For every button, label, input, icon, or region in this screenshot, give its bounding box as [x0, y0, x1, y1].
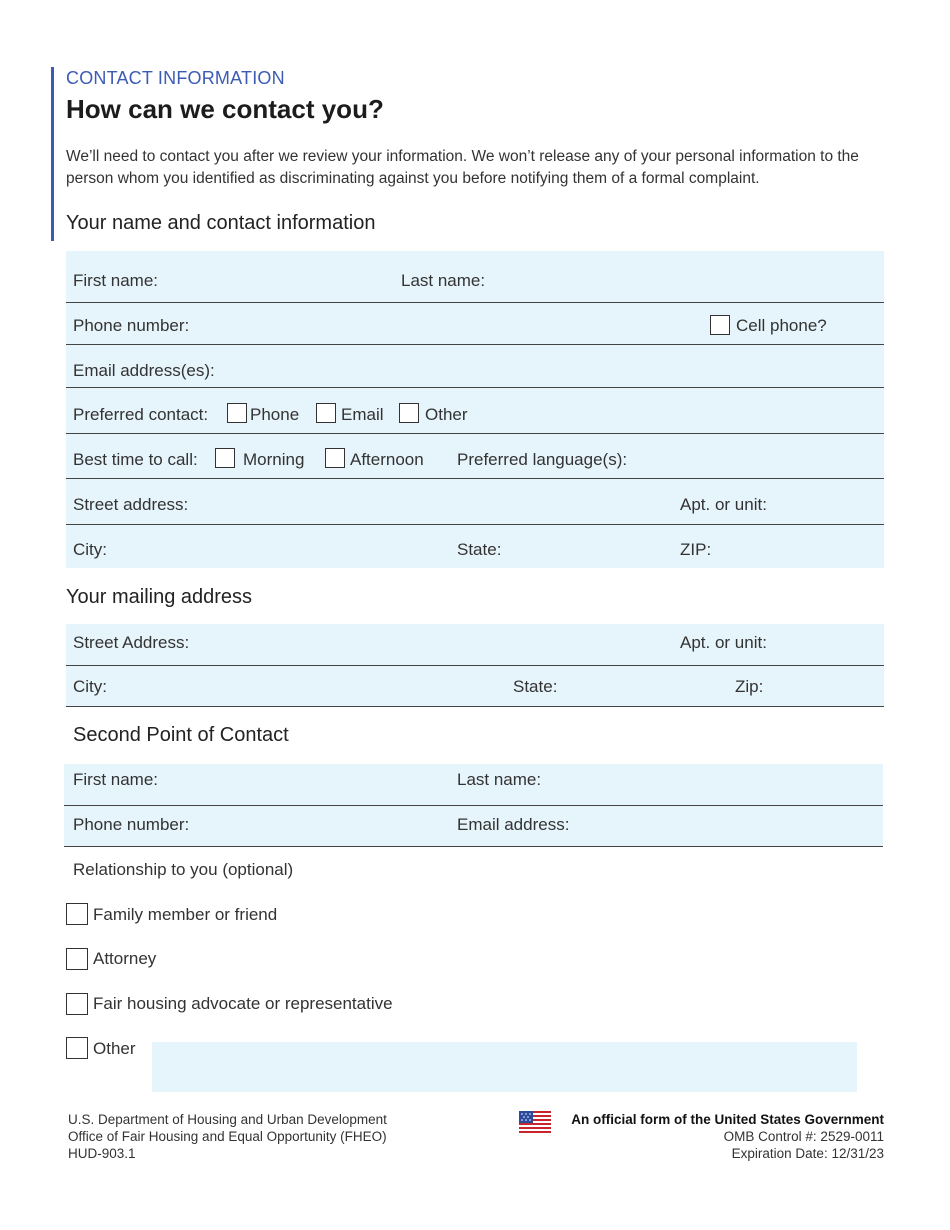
street-address-field[interactable]: Street address:: [73, 495, 189, 514]
footer-official: [571, 1111, 884, 1162]
expiration-date: Expiration Date: 12/31/23: [731, 1146, 884, 1161]
morning-label: Morning: [243, 450, 305, 469]
advocate-label: Fair housing advocate or representative: [93, 994, 393, 1013]
state-field[interactable]: State:: [457, 540, 502, 559]
intro-paragraph: We’ll need to contact you after we review your information. We won’t release any of your personal information to the person whom you identified as discriminating against you before notifying them of a formal complaint.: [66, 148, 859, 187]
second-phone-field[interactable]: Phone number:: [73, 815, 190, 834]
official-form-notice: An official form of the United States Government: [571, 1112, 884, 1127]
page-title: How can we contact you?: [66, 94, 384, 124]
cell-phone-checkbox[interactable]: [710, 315, 730, 335]
advocate-checkbox[interactable]: [66, 993, 88, 1015]
afternoon-checkbox[interactable]: [325, 448, 345, 468]
mailing-apt-field[interactable]: Apt. or unit:: [680, 633, 767, 652]
attorney-label: Attorney: [93, 949, 157, 968]
second-contact-heading: Second Point of Contact: [73, 724, 289, 746]
mailing-street-field[interactable]: Street Address:: [73, 633, 190, 652]
preferred-phone-checkbox[interactable]: [227, 403, 247, 423]
preferred-email-label: Email: [341, 405, 384, 424]
zip-field[interactable]: ZIP:: [680, 540, 712, 559]
contact-section-heading: Your name and contact information: [66, 212, 376, 234]
email-address-field[interactable]: Email address(es):: [73, 361, 215, 380]
us-flag-icon: [519, 1111, 551, 1133]
mailing-section-heading: Your mailing address: [66, 586, 253, 608]
last-name-field[interactable]: Last name:: [401, 271, 486, 290]
other-relationship-input[interactable]: [152, 1042, 857, 1092]
phone-number-field[interactable]: Phone number:: [73, 316, 190, 335]
city-field[interactable]: City:: [73, 540, 107, 559]
afternoon-label: Afternoon: [350, 450, 424, 469]
office-name: Office of Fair Housing and Equal Opportunity (FHEO): [68, 1129, 387, 1144]
accent-bar: [51, 67, 54, 241]
family-friend-label: Family member or friend: [93, 905, 278, 924]
mailing-zip-field[interactable]: Zip:: [735, 677, 764, 696]
other-relationship-checkbox[interactable]: [66, 1037, 88, 1059]
form-id: HUD-903.1: [68, 1146, 136, 1161]
second-last-name-field[interactable]: Last name:: [457, 770, 542, 789]
second-email-field[interactable]: Email address:: [457, 815, 570, 834]
attorney-checkbox[interactable]: [66, 948, 88, 970]
preferred-other-label: Other: [425, 405, 468, 424]
morning-checkbox[interactable]: [215, 448, 235, 468]
first-name-field[interactable]: First name:: [73, 271, 159, 290]
cell-phone-label: Cell phone?: [736, 316, 827, 335]
mailing-city-field[interactable]: City:: [73, 677, 107, 696]
preferred-email-checkbox[interactable]: [316, 403, 336, 423]
preferred-language-field[interactable]: Preferred language(s):: [457, 450, 628, 469]
preferred-contact-label: Preferred contact:: [73, 405, 209, 424]
other-relationship-label: Other: [93, 1039, 136, 1058]
omb-control-number: OMB Control #: 2529-0011: [723, 1129, 884, 1144]
section-eyebrow: CONTACT INFORMATION: [66, 68, 285, 88]
agency-name: U.S. Department of Housing and Urban Development: [68, 1112, 387, 1127]
footer-agency: [68, 1111, 387, 1162]
family-friend-checkbox[interactable]: [66, 903, 88, 925]
best-time-label: Best time to call:: [73, 450, 198, 469]
second-first-name-field[interactable]: First name:: [73, 770, 159, 789]
preferred-phone-label: Phone: [250, 405, 300, 424]
mailing-state-field[interactable]: State:: [513, 677, 558, 696]
relationship-label: Relationship to you (optional): [73, 860, 294, 879]
apt-unit-field[interactable]: Apt. or unit:: [680, 495, 767, 514]
preferred-other-checkbox[interactable]: [399, 403, 419, 423]
